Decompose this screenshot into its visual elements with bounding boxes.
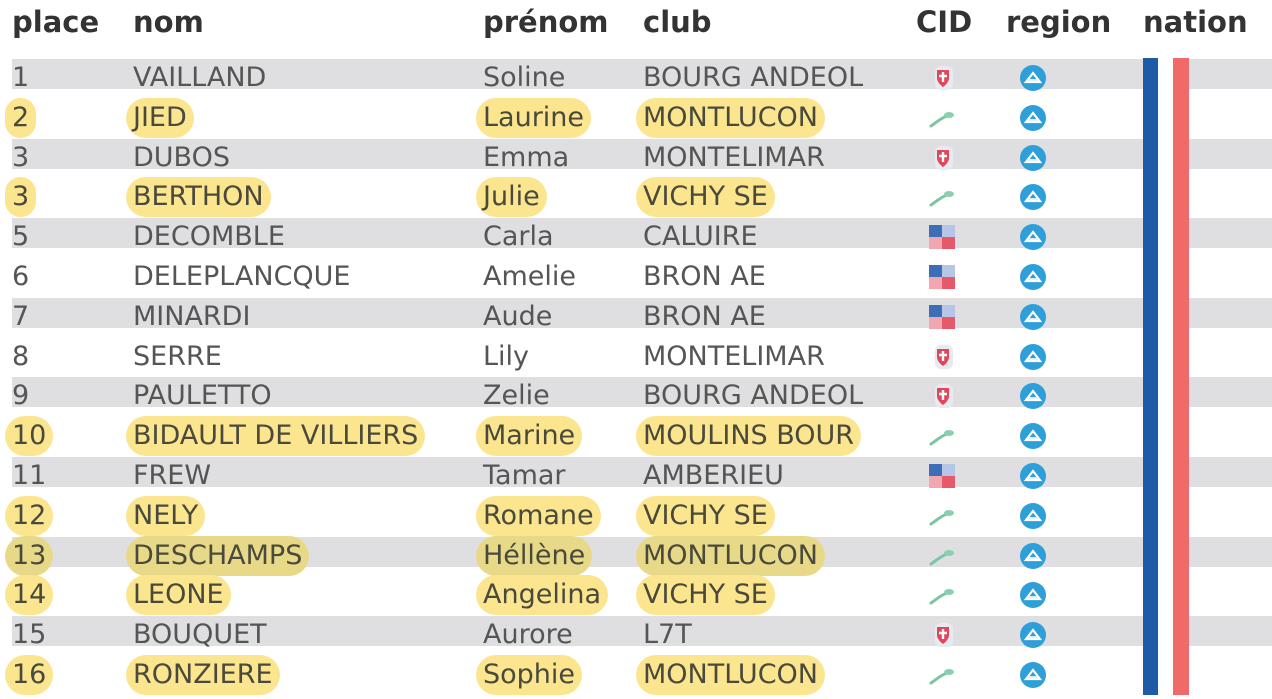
table-row bbox=[0, 138, 1272, 178]
region-logo-icon bbox=[1018, 462, 1048, 490]
cell-place bbox=[12, 337, 29, 377]
place-text: 14 bbox=[5, 575, 53, 615]
cell-place bbox=[12, 536, 53, 576]
shield-cross-icon bbox=[927, 64, 957, 92]
nom-text: BOUQUET bbox=[133, 619, 267, 650]
cell-prenom bbox=[483, 217, 554, 257]
nom-text: BERTHON bbox=[126, 177, 271, 217]
club-text: MONTELIMAR bbox=[643, 341, 825, 372]
nom-text: DESCHAMPS bbox=[126, 536, 309, 576]
cell-place bbox=[12, 376, 29, 416]
blue-red-emblem-icon bbox=[927, 462, 957, 490]
cell-place bbox=[12, 217, 29, 257]
france-flag-icon bbox=[1143, 217, 1189, 257]
cell-club bbox=[643, 217, 758, 257]
prenom-text: Angelina bbox=[476, 575, 608, 615]
prenom-text: Carla bbox=[483, 221, 554, 252]
cell-nom bbox=[133, 536, 309, 576]
france-flag-icon bbox=[1143, 615, 1189, 655]
blue-red-emblem-icon bbox=[927, 303, 957, 331]
france-flag-icon bbox=[1143, 416, 1189, 456]
cell-place bbox=[12, 575, 53, 615]
nom-text: SERRE bbox=[133, 341, 222, 372]
header-nom: nom bbox=[133, 5, 204, 39]
cell-prenom bbox=[483, 416, 582, 456]
place-text: 9 bbox=[12, 380, 30, 411]
nom-text: MINARDI bbox=[133, 301, 251, 332]
france-flag-icon bbox=[1143, 496, 1189, 536]
table-row bbox=[0, 376, 1272, 416]
cell-prenom bbox=[483, 575, 608, 615]
cell-prenom bbox=[483, 58, 565, 98]
cell-nom bbox=[133, 416, 425, 456]
region-logo-icon bbox=[1018, 542, 1048, 570]
region-logo-icon bbox=[1018, 422, 1048, 450]
club-text: VICHY SE bbox=[636, 496, 775, 536]
cell-club bbox=[643, 536, 825, 576]
place-text: 13 bbox=[5, 536, 53, 576]
cell-club bbox=[643, 456, 784, 496]
cell-club bbox=[643, 177, 775, 217]
prenom-text: Tamar bbox=[483, 460, 566, 491]
region-logo-icon bbox=[1018, 64, 1048, 92]
cell-club bbox=[643, 615, 692, 655]
france-flag-icon bbox=[1143, 297, 1189, 337]
france-flag-icon bbox=[1143, 337, 1189, 377]
green-leaf-icon bbox=[927, 422, 957, 450]
table-row bbox=[0, 217, 1272, 257]
prenom-text: Marine bbox=[476, 416, 582, 456]
cell-place bbox=[12, 58, 29, 98]
region-logo-icon bbox=[1018, 661, 1048, 689]
france-flag-icon bbox=[1143, 655, 1189, 695]
cell-club bbox=[643, 655, 825, 695]
cell-club bbox=[643, 98, 825, 138]
france-flag-icon bbox=[1143, 58, 1189, 98]
place-text: 1 bbox=[12, 62, 30, 93]
prenom-text: Soline bbox=[483, 62, 566, 93]
table-row bbox=[0, 456, 1272, 496]
france-flag-icon bbox=[1143, 456, 1189, 496]
cell-club bbox=[643, 297, 766, 337]
green-leaf-icon bbox=[927, 502, 957, 530]
table-row bbox=[0, 416, 1272, 456]
region-logo-icon bbox=[1018, 144, 1048, 172]
place-text: 15 bbox=[12, 619, 47, 650]
region-logo-icon bbox=[1018, 621, 1048, 649]
club-text: BOURG ANDEOL bbox=[643, 62, 864, 93]
club-text: VICHY SE bbox=[636, 177, 775, 217]
france-flag-icon bbox=[1143, 98, 1189, 138]
cell-place bbox=[12, 177, 36, 217]
place-text: 12 bbox=[5, 496, 53, 536]
cell-place bbox=[12, 98, 36, 138]
cell-nom bbox=[133, 615, 267, 655]
nom-text: VAILLAND bbox=[133, 62, 267, 93]
cell-club bbox=[643, 416, 861, 456]
cell-nom bbox=[133, 297, 250, 337]
table-row bbox=[0, 575, 1272, 615]
header-nation: nation bbox=[1143, 5, 1248, 39]
shield-cross-icon bbox=[927, 382, 957, 410]
prenom-text: Zelie bbox=[483, 380, 550, 411]
table-row bbox=[0, 98, 1272, 138]
prenom-text: Aude bbox=[483, 301, 553, 332]
green-leaf-icon bbox=[927, 104, 957, 132]
region-logo-icon bbox=[1018, 382, 1048, 410]
club-text: MONTELIMAR bbox=[643, 142, 825, 173]
table-row bbox=[0, 177, 1272, 217]
blue-red-emblem-icon bbox=[927, 263, 957, 291]
table-row bbox=[0, 655, 1272, 695]
prenom-text: Aurore bbox=[483, 619, 573, 650]
green-leaf-icon bbox=[927, 581, 957, 609]
prenom-text: Laurine bbox=[476, 98, 591, 138]
club-text: CALUIRE bbox=[643, 221, 758, 252]
cell-prenom bbox=[483, 536, 592, 576]
region-logo-icon bbox=[1018, 581, 1048, 609]
shield-cross-icon bbox=[927, 144, 957, 172]
cell-place bbox=[12, 655, 53, 695]
nom-text: JIED bbox=[126, 98, 194, 138]
nom-text: RONZIERE bbox=[126, 655, 280, 695]
place-text: 8 bbox=[12, 341, 30, 372]
club-text: BOURG ANDEOL bbox=[643, 380, 864, 411]
france-flag-icon bbox=[1143, 575, 1189, 615]
cell-nom bbox=[133, 456, 211, 496]
region-logo-icon bbox=[1018, 343, 1048, 371]
nom-text: FREW bbox=[133, 460, 212, 491]
cell-club bbox=[643, 376, 863, 416]
cell-nom bbox=[133, 58, 266, 98]
header-cid: CID bbox=[916, 5, 973, 39]
cell-club bbox=[643, 257, 766, 297]
nom-text: DUBOS bbox=[133, 142, 230, 173]
cell-nom bbox=[133, 138, 230, 178]
region-logo-icon bbox=[1018, 183, 1048, 211]
blue-red-emblem-icon bbox=[927, 223, 957, 251]
cell-club bbox=[643, 337, 825, 377]
prenom-text: Héllène bbox=[476, 536, 592, 576]
cell-nom bbox=[133, 98, 194, 138]
nom-text: DECOMBLE bbox=[133, 221, 285, 252]
cell-prenom bbox=[483, 655, 582, 695]
cell-prenom bbox=[483, 615, 573, 655]
prenom-text: Romane bbox=[476, 496, 601, 536]
table-row bbox=[0, 58, 1272, 98]
green-leaf-icon bbox=[927, 661, 957, 689]
place-text: 3 bbox=[12, 142, 30, 173]
cell-place bbox=[12, 138, 29, 178]
table-row bbox=[0, 257, 1272, 297]
cell-place bbox=[12, 456, 46, 496]
nom-text: BIDAULT DE VILLIERS bbox=[126, 416, 425, 456]
cell-prenom bbox=[483, 456, 566, 496]
cell-prenom bbox=[483, 496, 601, 536]
france-flag-icon bbox=[1143, 177, 1189, 217]
prenom-text: Amelie bbox=[483, 261, 576, 292]
place-text: 5 bbox=[12, 221, 30, 252]
club-text: MONTLUCON bbox=[636, 98, 825, 138]
table-row bbox=[0, 297, 1272, 337]
prenom-text: Lily bbox=[483, 341, 530, 372]
header-place: place bbox=[12, 5, 100, 39]
cell-prenom bbox=[483, 98, 591, 138]
france-flag-icon bbox=[1143, 138, 1189, 178]
club-text: BRON AE bbox=[643, 301, 766, 332]
club-text: BRON AE bbox=[643, 261, 766, 292]
table-row bbox=[0, 615, 1272, 655]
shield-cross-icon bbox=[927, 621, 957, 649]
cell-prenom bbox=[483, 177, 547, 217]
cell-club bbox=[643, 496, 775, 536]
cell-prenom bbox=[483, 337, 529, 377]
cell-club bbox=[643, 58, 863, 98]
cell-prenom bbox=[483, 376, 550, 416]
green-leaf-icon bbox=[927, 183, 957, 211]
france-flag-icon bbox=[1143, 376, 1189, 416]
club-text: MONTLUCON bbox=[636, 536, 825, 576]
place-text: 3 bbox=[5, 177, 36, 217]
place-text: 7 bbox=[12, 301, 30, 332]
cell-nom bbox=[133, 257, 351, 297]
club-text: MOULINS BOUR bbox=[636, 416, 861, 456]
cell-prenom bbox=[483, 257, 576, 297]
cell-nom bbox=[133, 655, 280, 695]
nom-text: LEONE bbox=[126, 575, 231, 615]
cell-nom bbox=[133, 575, 231, 615]
region-logo-icon bbox=[1018, 502, 1048, 530]
cell-place bbox=[12, 257, 29, 297]
place-text: 16 bbox=[5, 655, 53, 695]
prenom-text: Emma bbox=[483, 142, 570, 173]
club-text: MONTLUCON bbox=[636, 655, 825, 695]
club-text: AMBERIEU bbox=[643, 460, 784, 491]
nom-text: DELEPLANCQUE bbox=[133, 261, 351, 292]
cell-prenom bbox=[483, 297, 552, 337]
cell-nom bbox=[133, 177, 271, 217]
table-row bbox=[0, 496, 1272, 536]
region-logo-icon bbox=[1018, 303, 1048, 331]
cell-nom bbox=[133, 376, 272, 416]
cell-place bbox=[12, 496, 53, 536]
green-leaf-icon bbox=[927, 542, 957, 570]
place-text: 2 bbox=[5, 98, 36, 138]
club-text: VICHY SE bbox=[636, 575, 775, 615]
france-flag-icon bbox=[1143, 257, 1189, 297]
cell-club bbox=[643, 575, 775, 615]
cell-place bbox=[12, 416, 53, 456]
nom-text: NELY bbox=[126, 496, 205, 536]
cell-place bbox=[12, 297, 29, 337]
header-prenom: prénom bbox=[483, 5, 609, 39]
cell-nom bbox=[133, 337, 222, 377]
cell-prenom bbox=[483, 138, 569, 178]
club-text: L7T bbox=[643, 619, 692, 650]
header-club: club bbox=[643, 5, 712, 39]
table-row bbox=[0, 337, 1272, 377]
place-text: 10 bbox=[5, 416, 53, 456]
table-header bbox=[0, 0, 1272, 46]
cell-nom bbox=[133, 496, 205, 536]
region-logo-icon bbox=[1018, 104, 1048, 132]
nom-text: PAULETTO bbox=[133, 380, 272, 411]
prenom-text: Sophie bbox=[476, 655, 582, 695]
place-text: 6 bbox=[12, 261, 30, 292]
region-logo-icon bbox=[1018, 263, 1048, 291]
header-region: region bbox=[1006, 5, 1112, 39]
place-text: 11 bbox=[12, 460, 47, 491]
prenom-text: Julie bbox=[476, 177, 547, 217]
cell-nom bbox=[133, 217, 285, 257]
cell-place bbox=[12, 615, 46, 655]
table-row bbox=[0, 536, 1272, 576]
france-flag-icon bbox=[1143, 536, 1189, 576]
shield-cross-icon bbox=[927, 343, 957, 371]
region-logo-icon bbox=[1018, 223, 1048, 251]
cell-club bbox=[643, 138, 825, 178]
